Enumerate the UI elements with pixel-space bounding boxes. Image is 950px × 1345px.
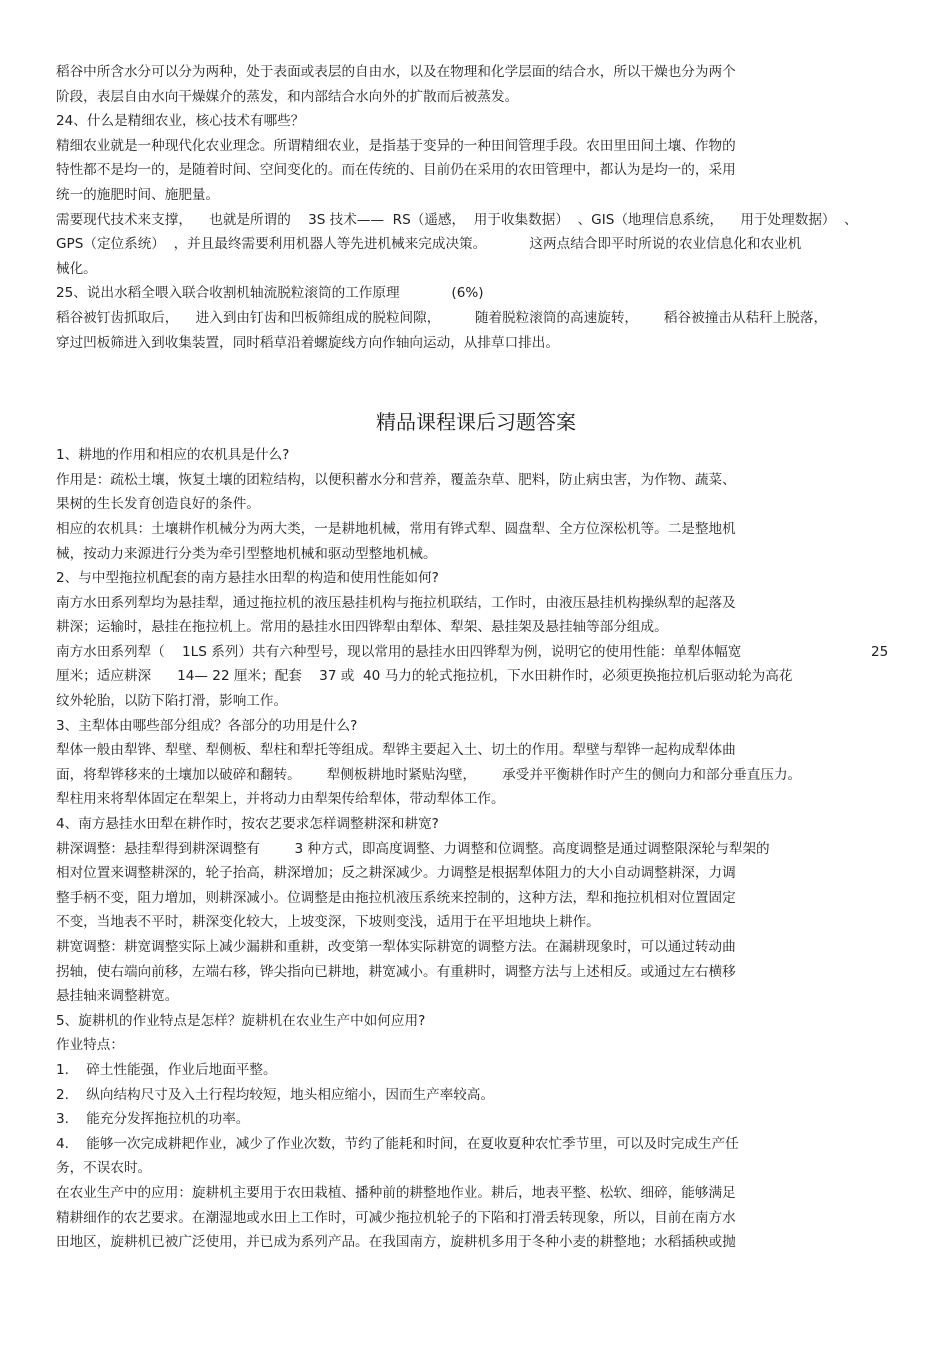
text-line: 田地区，旋耕机已被广泛使用，并已成为系列产品。在我国南方，旋耕机多用于冬种小麦的耕整地；水稻插秧或抛 [56, 1234, 736, 1251]
text-line: 耕深调整：悬挂犁得到耕深调整有 3 种方式，即高度调整、力调整和位调整。高度调整是通过调整限深轮与犁架的 [56, 840, 770, 857]
text-line: 整手柄不变，阻力增加，则耕深减小。位调整是由拖拉机液压系统来控制的，这种方法，犁和拖拉机相对位置固定 [56, 889, 736, 906]
text-line: 需要现代技术来支撑， 也就是所谓的 3S 技术—— RS（遥感， 用于收集数据） 、GIS（地理信息系统， 用于处理数据） 、 [56, 211, 858, 228]
text-line: 作用是：疏松土壤，恢复土壤的团粒结构，以便积蓄水分和营养，覆盖杂草、肥料，防止病虫害，为作物、蔬菜、 [56, 471, 736, 488]
text-line: 统一的施肥时间、施肥量。 [56, 186, 220, 203]
text-line: 相对位置来调整耕深的，轮子抬高，耕深增加；反之耕深减少。力调整是根据犁体阻力的大小自动调整耕深，力调 [56, 865, 736, 882]
list-item: 1. 碎土性能强，作业后地面平整。 [56, 1061, 277, 1078]
document-page [56, 60, 896, 1255]
question-heading: 25、说出水稻全喂入联合收割机轴流脱粒滚筒的工作原理 (6%) [56, 285, 484, 302]
text-line: 悬挂轴来调整耕宽。 [56, 988, 179, 1005]
text-line: 犁柱用来将犁体固定在犁架上，并将动力由犁架传给犁体，带动犁体工作。 [56, 791, 505, 808]
text-line: 精细农业就是一种现代化农业理念。所谓精细农业，是指基于变异的一种田间管理手段。农田里田间土壤、作物的 [56, 137, 736, 154]
section-title: 精品课程课后习题答案 [376, 410, 576, 435]
section-drying-and-precision-agriculture [56, 60, 896, 355]
text-line: 稻谷被钉齿抓取后， 进入到由钉齿和凹板筛组成的脱粒间隙， 随着脱粒滚筒的高速旋转， 稻谷被撞击从秸秆上脱落， [56, 309, 828, 326]
text-line: 械，按动力来源进行分类为牵引型整地机械和驱动型整地机械。 [56, 545, 437, 562]
question-heading: 4、南方悬挂水田犁在耕作时，按农艺要求怎样调整耕深和耕宽? [56, 816, 439, 833]
text-line: 穿过凹板筛进入到收集装置，同时稻草沿着螺旋线方向作轴向运动，从排草口排出。 [56, 334, 559, 351]
text-line: 务，不误农时。 [56, 1160, 152, 1177]
text-line: 纹外轮胎，以防下陷打滑，影响工作。 [56, 693, 288, 710]
text-line: 精耕细作的农艺要求。在潮湿地或水田上工作时，可减少拖拉机轮子的下陷和打滑丢转现象，所以，目前在南方水 [56, 1209, 736, 1226]
text-line: 耕宽调整：耕宽调整实际上减少漏耕和重耕，改变第一犁体实际耕宽的调整方法。在漏耕现象时，可以通过转动曲 [56, 939, 736, 955]
text-line: 厘米；适应耕深 14— 22 厘米；配套 37 或 40 马力的轮式拖拉机，下水田耕作时，必须更换拖拉机后驱动轮为高花 [56, 668, 793, 685]
text-line: 果树的生长发育创造良好的条件。 [56, 496, 260, 513]
text-line: 南方水田系列犁均为悬挂犁，通过拖拉机的液压悬挂机构与拖拉机联结，工作时，由液压悬挂机构操纵犁的起落及 [56, 594, 736, 611]
question-heading: 5、旋耕机的作业特点是怎样？旋耕机在农业生产中如何应用? [56, 1012, 426, 1029]
list-item: 4. 能够一次完成耕耙作业，减少了作业次数，节约了能耗和时间，在夏收夏种农忙季节里，可以及时完成生产任 [56, 1135, 739, 1152]
question-heading: 24、什么是精细农业，核心技术有哪些？ [56, 113, 305, 130]
text-line: 稻谷中所含水分可以分为两种，处于表面或表层的自由水，以及在物理和化学层面的结合水，所以干燥也分为两个 [56, 64, 736, 80]
text-line: 阶段，表层自由水向干燥媒介的蒸发，和内部结合水向外的扩散而后被蒸发。 [56, 88, 519, 105]
text-line: 犁体一般由犁铧、犁壁、犁侧板、犁柱和犁托等组成。犁铧主要起入土、切土的作用。犁壁与犁铧一起构成犁体曲 [56, 742, 736, 759]
text-line: 面，将犁铧移来的土壤加以破碎和翻转。 犁侧板耕地时紧贴沟壁， 承受并平衡耕作时产生的侧向力和部分垂直压力。 [56, 766, 802, 783]
text-line: 特性都不是均一的，是随着时间、空间变化的。而在传统的、目前仍在采用的农田管理中，都认为是均一的，采用 [56, 162, 736, 179]
text-line: 相应的农机具：土壤耕作机械分为两大类，一是耕地机械，常用有铧式犁、圆盘犁、全方位深松机等。二是整地机 [56, 520, 736, 537]
text-line: 作业特点： [56, 1037, 124, 1054]
question-heading: 2、与中型拖拉机配套的南方悬挂水田犁的构造和使用性能如何? [56, 570, 439, 587]
text-line: 械化。 [56, 260, 97, 277]
question-heading: 1、耕地的作用和相应的农机具是什么? [56, 447, 290, 464]
text-line: 南方水田系列犁（ 1LS 系列）共有六种型号，现以常用的悬挂水田四铧犁为例，说明它的使用性能：单犁体幅宽 25 [56, 643, 889, 660]
text-line: 拐轴，使右端向前移，左端右移，铧尖指向已耕地，耕宽减小。有重耕时，调整方法与上述相反。或通过左右横移 [56, 963, 736, 980]
text-line: 耕深；运输时，悬挂在拖拉机上。常用的悬挂水田四铧犁由犁体、犁架、悬挂架及悬挂轴等部分组成。 [56, 619, 668, 636]
list-item: 3. 能充分发挥拖拉机的功率。 [56, 1111, 250, 1128]
text-line: GPS（定位系统） ，并且最终需要利用机器人等先进机械来完成决策。 这两点结合即平时所说的农业信息化和农业机 [56, 236, 802, 253]
text-line: 不变，当地表不平时，耕深变化较大，上坡变深，下坡则变浅，适用于在平坦地块上耕作。 [56, 914, 600, 931]
text-line: 在农业生产中的应用：旋耕机主要用于农田栽植、播种前的耕整地作业。耕后，地表平整、松软、细碎，能够满足 [56, 1184, 736, 1201]
section-course-exercise-answers [56, 443, 896, 1255]
list-item: 2. 纵向结构尺寸及入土行程均较短，地头相应缩小，因而生产率较高。 [56, 1086, 495, 1103]
question-heading: 3、主犁体由哪些部分组成？各部分的功用是什么? [56, 717, 358, 734]
